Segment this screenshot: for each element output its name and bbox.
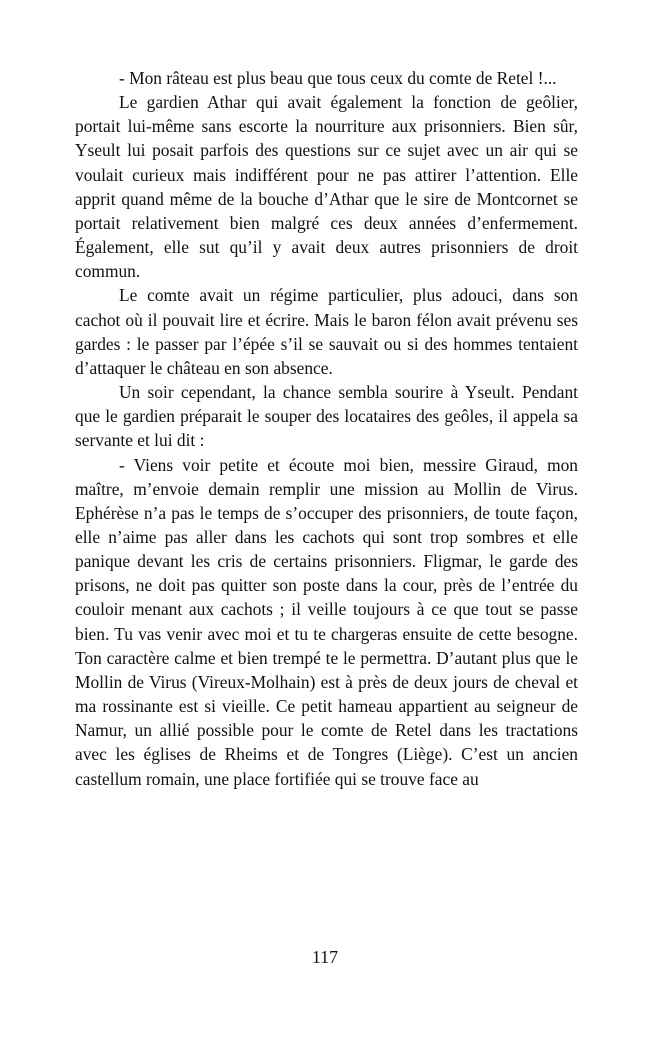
paragraph: Un soir cependant, la chance sembla sourire à Yseult. Pendant que le gardien préparait le souper des locataires des geôles, il appela sa servante et lui dit :: [75, 382, 578, 451]
page-body: [75, 66, 578, 791]
paragraph: Le comte avait un régime particulier, plus adouci, dans son cachot où il pouvait lire et écrire. Mais le baron félon avait prévenu ses gardes : le passer par l’épée s’il se sauvait ou si des hommes tentaient d’attaquer le château en son absence.: [75, 285, 578, 378]
paragraph: Le gardien Athar qui avait également la fonction de geôlier, portait lui-même sans escorte la nourriture aux prisonniers. Bien sûr, Yseult lui posait parfois des questions sur ce sujet avec un air qui se voulait curieux mais indifférent pour ne pas attirer l’attention. Elle apprit quand même de la bouche d’Athar que le sire de Montcornet se portait relativement bien malgré ces deux années d’enfermement. Également, elle sut qu’il y avait deux autres prisonniers de droit commun.: [75, 92, 578, 282]
paragraph: - Viens voir petite et écoute moi bien, messire Giraud, mon maître, m’envoie demain remplir une mission au Mollin de Virus. Ephérèse n’a pas le temps de s’occuper des prisonniers, de toute façon, elle n’aime pas aller dans les cachots qui sont trop sombres et elle panique devant les cris de certains prisonniers. Fligmar, le garde des prisons, ne doit pas quitter son poste dans la cour, près de l’entrée du couloir menant aux cachots ; il veille toujours à ce que tout se passe bien. Tu vas venir avec moi et tu te chargeras ensuite de cette besogne. Ton caractère calme et bien trempé te le permettra. D’autant plus que le Mollin de Virus (Vireux-Molhain) est à près de deux jours de cheval et ma rossinante est si vieille. Ce petit hameau appartient au seigneur de Namur, un allié possible pour le comte de Retel dans les tractations avec les églises de Rheims et de Tongres (Liège). C’est un ancien castellum romain, une place fortifiée qui se trouve face au: [75, 454, 578, 789]
page-number: 117: [311, 947, 339, 967]
paragraph: - Mon râteau est plus beau que tous ceux du comte de Retel !...: [119, 68, 557, 88]
